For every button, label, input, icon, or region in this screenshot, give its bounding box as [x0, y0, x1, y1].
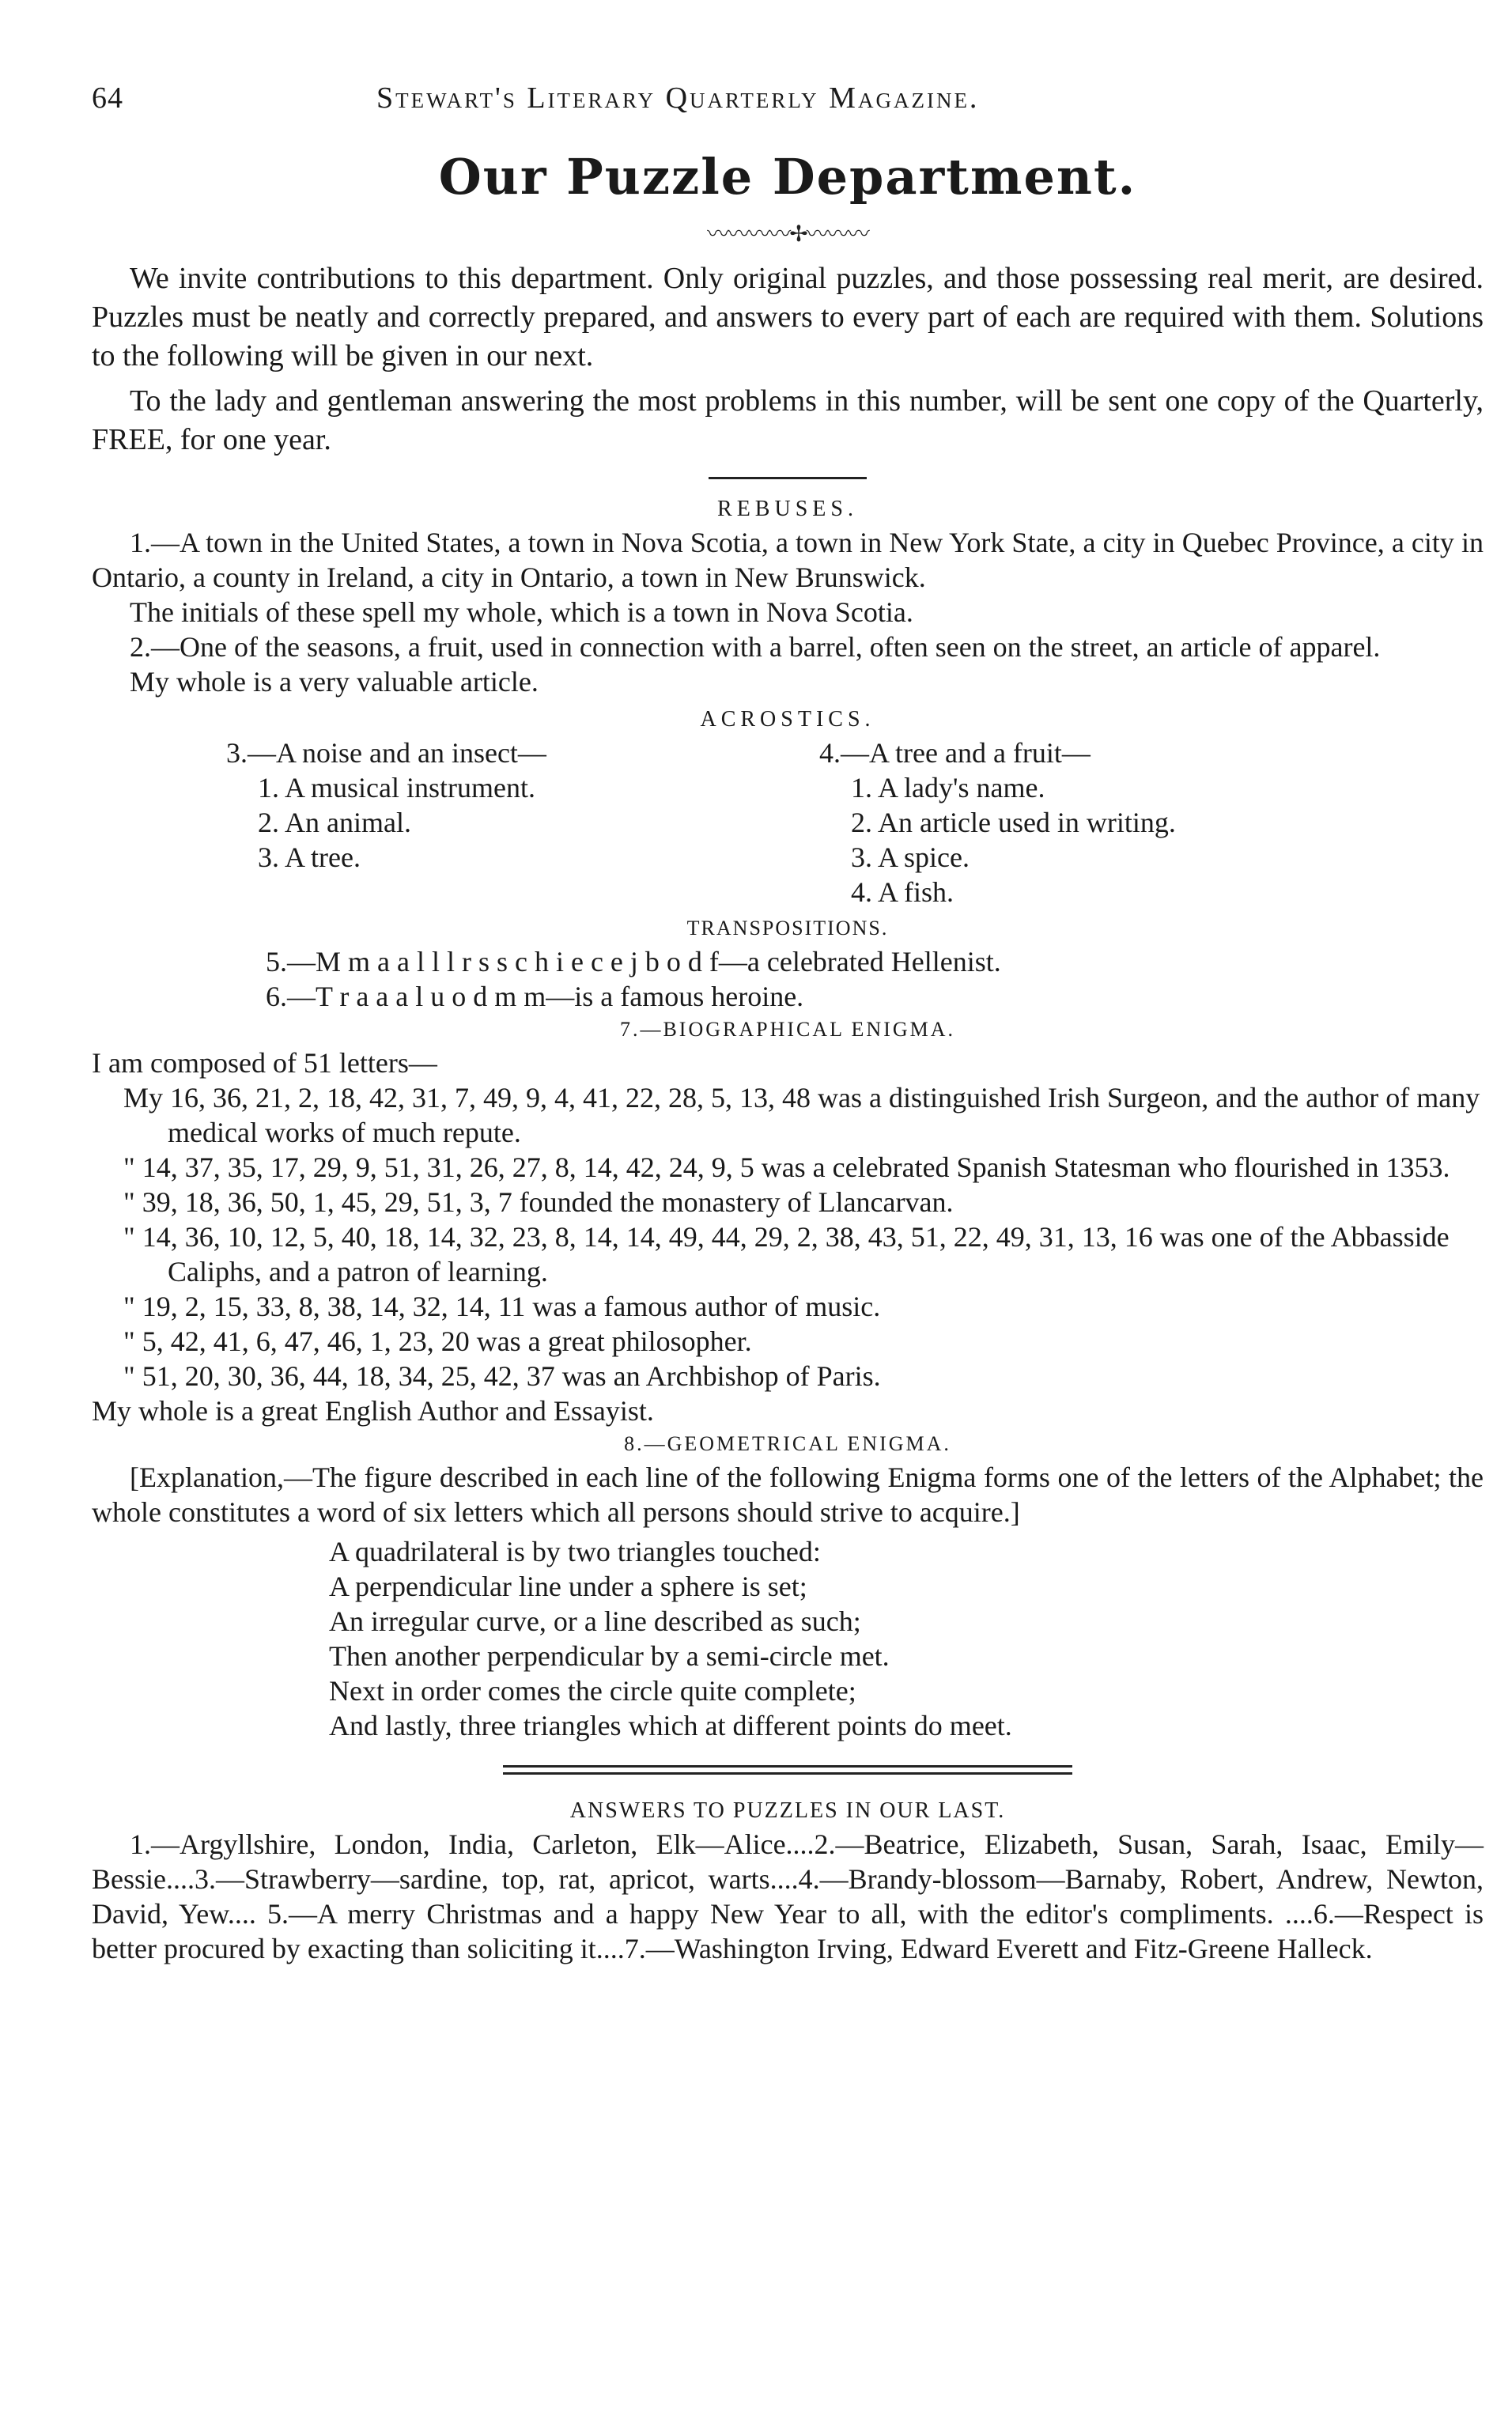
verse-line: Then another perpendicular by a semi-circle met.	[329, 1640, 890, 1672]
title-flourish: 〰〰〰〰✢〰〰〰	[707, 222, 868, 247]
biographical-heading: 7.—BIOGRAPHICAL ENIGMA.	[619, 1018, 956, 1041]
verse-line: And lastly, three triangles which at different points do meet.	[329, 1710, 1012, 1741]
page-number: 64	[92, 81, 123, 115]
answers-text: 1.—Argyllshire, London, India, Carleton, Elk—Alice....2.—Beatrice, Elizabeth, Susan, Sarah, Isaac, Emily—Bessie....3.—Strawberry—sardine, top, rat, apricot, warts....4.—Brandy-blossom—Barnaby, Robert, Andrew, Newton, David, Yew.... 5.—A merry Christmas and a happy New Year to all, with the editor's compliments. ....6.—Respect is better procured by exacting than soliciting it....7.—Washington Irving, Edward Everett and Fitz-Greene Halleck.	[92, 1828, 1484, 1964]
transposition-6: 6.—T r a a a l u o d m m—is a famous heroine.	[266, 981, 804, 1012]
rebuses-heading: REBUSES.	[717, 497, 858, 521]
running-head	[92, 79, 1484, 127]
acrostic-4	[819, 735, 1373, 909]
acrostic-3-line: 3. A tree.	[258, 841, 361, 873]
magazine-title: Stewart's Literary Quarterly Magazine.	[376, 81, 980, 115]
verse-line: An irregular curve, or a line described as such;	[329, 1605, 861, 1637]
biographical-line: " 5, 42, 41, 6, 47, 46, 1, 23, 20 was a great philosopher.	[123, 1325, 752, 1357]
answers-heading: ANSWERS TO PUZZLES IN OUR LAST.	[569, 1798, 1006, 1823]
biographical-whole: My whole is a great English Author and Essayist.	[92, 1395, 654, 1427]
acrostics-heading: ACROSTICS.	[700, 707, 875, 732]
geometrical-verse	[92, 1534, 1484, 1743]
geometrical-heading: 8.—GEOMETRICAL ENIGMA.	[624, 1432, 951, 1455]
acrostic-4-line: 2. An article used in writing.	[851, 807, 1176, 838]
page	[92, 79, 1484, 1966]
biographical-line: " 14, 37, 35, 17, 29, 9, 51, 31, 26, 27, 8, 14, 42, 24, 9, 5 was a celebrated Spanish Statesman who flourished in 1353.	[123, 1151, 1450, 1183]
transposition-5: 5.—M m a a l l l r s s c h i e c e j b o d f—a celebrated Hellenist.	[266, 946, 1001, 977]
double-rule-divider	[503, 1765, 1072, 1775]
rebus-1-note: The initials of these spell my whole, which is a town in Nova Scotia.	[130, 596, 913, 628]
acrostic-4-title: 4.—A tree and a fruit—	[819, 737, 1091, 769]
verse-line: A perpendicular line under a sphere is set;	[329, 1571, 807, 1602]
verse-line: Next in order comes the circle quite complete;	[329, 1675, 856, 1707]
acrostic-4-line: 3. A spice.	[851, 841, 970, 873]
transpositions-heading: TRANSPOSITIONS.	[686, 917, 889, 940]
biographical-line: " 19, 2, 15, 33, 8, 38, 14, 32, 14, 11 was a famous author of music.	[123, 1291, 881, 1322]
biographical-line: My 16, 36, 21, 2, 18, 42, 31, 7, 49, 9, 4, 41, 22, 28, 5, 13, 48 was a distinguished Irish Surgeon, and the author of many medical works of much repute.	[123, 1082, 1480, 1148]
biographical-intro: I am composed of 51 letters—	[92, 1047, 437, 1079]
acrostics-columns	[92, 735, 1484, 909]
rebus-2-note: My whole is a very valuable article.	[130, 666, 539, 698]
biographical-line: " 14, 36, 10, 12, 5, 40, 18, 14, 32, 23, 8, 14, 14, 49, 44, 29, 2, 38, 43, 51, 22, 49, 31, 13, 16 was one of the Abbasside Caliphs, and a patron of learning.	[123, 1221, 1450, 1287]
department-title: Our Puzzle Department.	[438, 148, 1137, 206]
section-rule	[709, 477, 867, 479]
intro-paragraph-2: To the lady and gentleman answering the most problems in this number, will be sent one copy of the Quarterly, FREE, for one year.	[92, 384, 1484, 456]
acrostic-3	[226, 735, 819, 909]
intro-paragraph-1: We invite contributions to this department. Only original puzzles, and those possessing real merit, are desired. Puzzles must be neatly and correctly prepared, and answers to every part of each are required with them. Solutions to the following will be given in our next.	[92, 262, 1484, 372]
acrostic-3-line: 2. An animal.	[258, 807, 411, 838]
acrostic-4-line: 1. A lady's name.	[851, 772, 1045, 803]
biographical-line: " 39, 18, 36, 50, 1, 45, 29, 51, 3, 7 founded the monastery of Llancarvan.	[123, 1186, 954, 1218]
acrostic-3-title: 3.—A noise and an insect—	[226, 737, 546, 769]
rebus-2: 2.—One of the seasons, a fruit, used in connection with a barrel, often seen on the street, an article of apparel.	[130, 631, 1381, 663]
rebus-1: 1.—A town in the United States, a town in Nova Scotia, a town in New York State, a city in Quebec Province, a city in Ontario, a county in Ireland, a city in Ontario, a town in New Brunswick.	[92, 527, 1484, 593]
geometrical-explanation: [Explanation,—The figure described in each line of the following Enigma forms one of the letters of the Alphabet; the whole constitutes a word of six letters which all persons should strive to acquire.]	[92, 1461, 1484, 1528]
acrostic-3-line: 1. A musical instrument.	[258, 772, 535, 803]
biographical-line: " 51, 20, 30, 36, 44, 18, 34, 25, 42, 37 was an Archbishop of Paris.	[123, 1360, 881, 1392]
acrostic-4-line: 4. A fish.	[851, 876, 954, 908]
verse-line: A quadrilateral is by two triangles touched:	[329, 1536, 821, 1567]
